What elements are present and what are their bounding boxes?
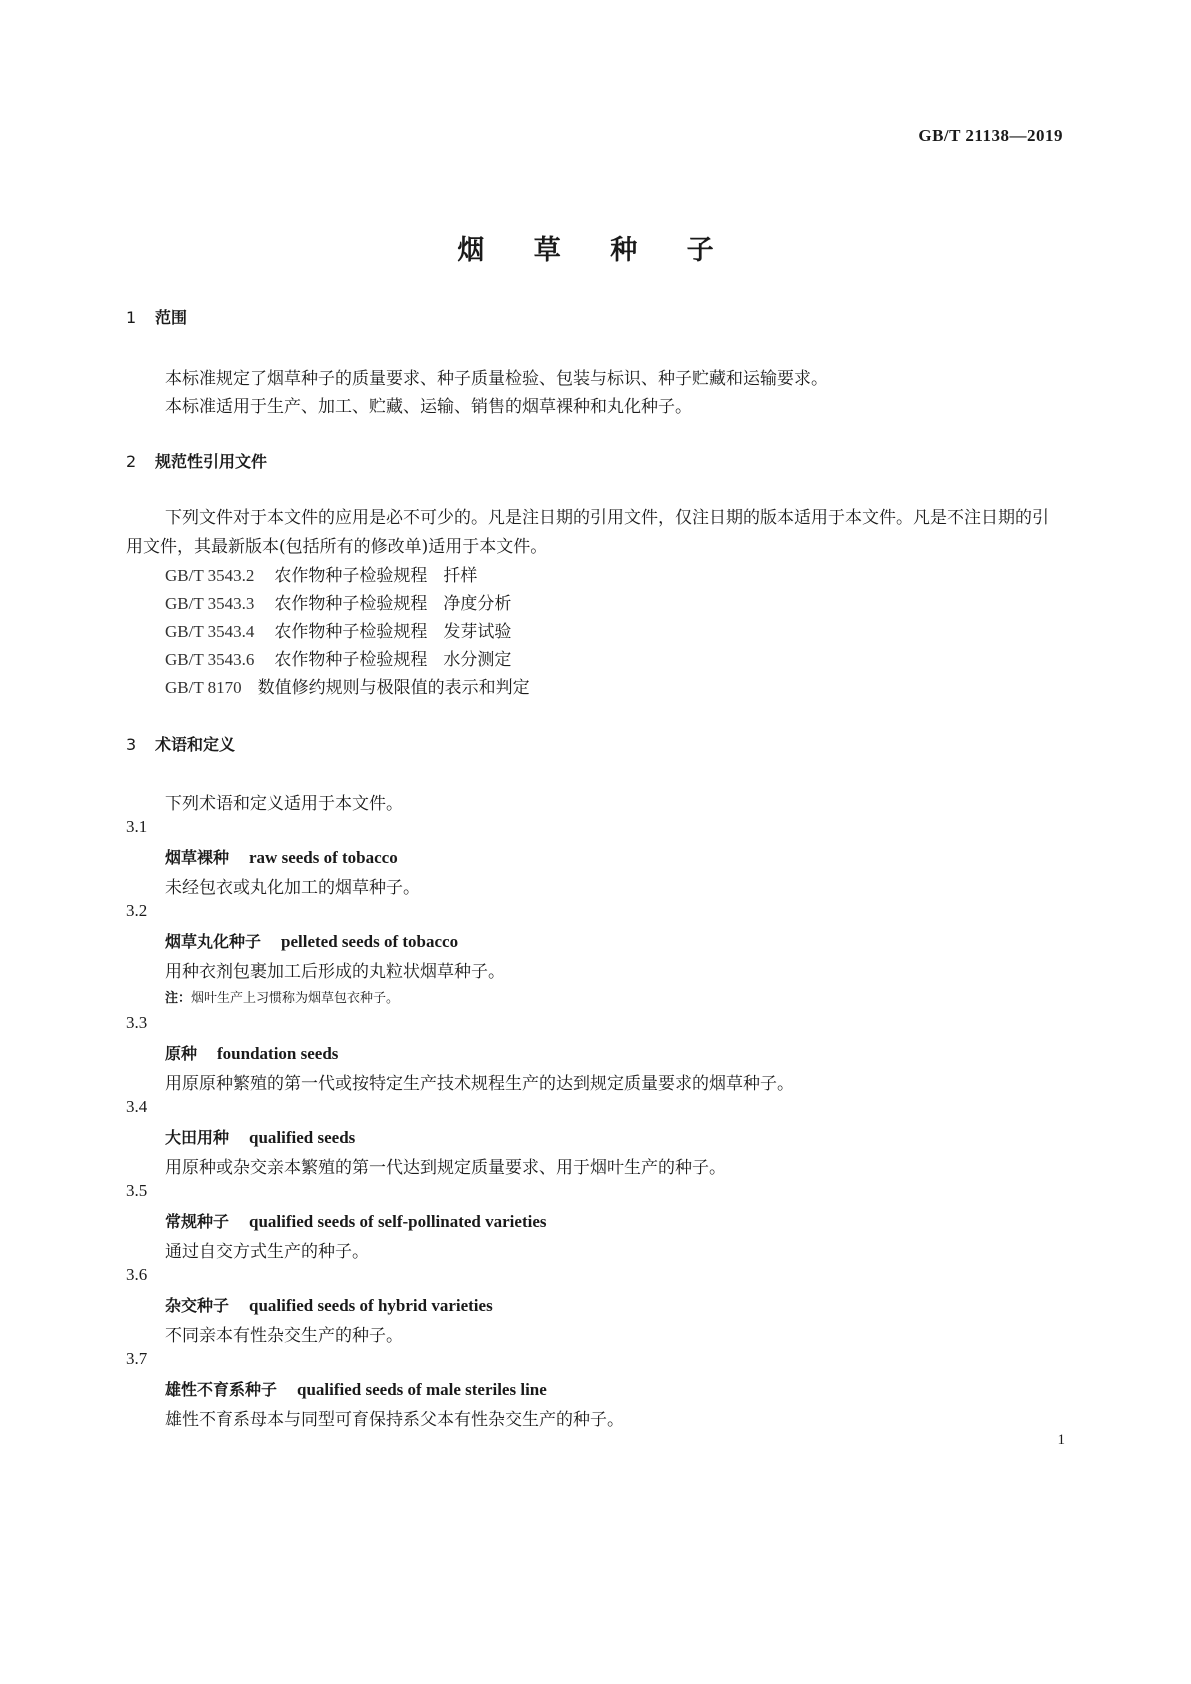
term-definition: 不同亲本有性杂交生产的种子。 (165, 1326, 403, 1346)
reference-code: GB/T 8170 (165, 678, 242, 697)
section-3-intro: 下列术语和定义适用于本文件。 (165, 794, 403, 814)
term-heading (165, 1125, 355, 1148)
reference-name: 农作物种子检验规程 (274, 566, 428, 586)
note-label: 注： (165, 991, 192, 1006)
standard-code: GB/T 21138—2019 (918, 126, 1063, 145)
term-zh: 烟草裸种 (165, 848, 230, 867)
note-text: 烟叶生产上习惯称为烟草包衣种子。 (191, 991, 400, 1006)
reference-item (165, 673, 530, 698)
reference-item (165, 589, 511, 614)
term-number: 3.5 (126, 1181, 148, 1200)
term-zh: 烟草丸化种子 (165, 932, 262, 951)
term-number: 3.6 (126, 1265, 148, 1284)
term-heading (165, 1293, 493, 1316)
term-number: 3.3 (126, 1013, 148, 1032)
reference-topic: 净度分析 (443, 594, 512, 614)
section-2-intro: 下列文件对于本文件的应用是必不可少的。凡是注日期的引用文件，仅注日期的版本适用于本文件。凡是不注日期的引用文件，其最新版本(包括所有的修改单)适用于本文件。 (126, 508, 1049, 557)
reference-code: GB/T 3543.4 (165, 622, 255, 641)
term-heading (165, 929, 458, 952)
reference-topic: 水分测定 (443, 650, 512, 670)
section-title: 范围 (155, 308, 188, 327)
reference-code: GB/T 3543.3 (165, 594, 255, 613)
term-heading (165, 1041, 338, 1064)
term-number: 3.7 (126, 1349, 148, 1368)
page-number: 1 (1057, 1432, 1065, 1448)
term-en: qualified seeds of male steriles line (297, 1380, 547, 1399)
reference-name: 农作物种子检验规程 (274, 594, 428, 614)
reference-name: 农作物种子检验规程 (274, 650, 428, 670)
term-heading (165, 1377, 547, 1400)
term-en: pelleted seeds of tobacco (281, 932, 459, 951)
section-1-para-2: 本标准适用于生产、加工、贮藏、运输、销售的烟草裸种和丸化种子。 (165, 397, 692, 417)
term-zh: 雄性不育系种子 (165, 1380, 278, 1399)
term-heading (165, 1209, 547, 1232)
term-en: qualified seeds of hybrid varieties (249, 1296, 493, 1315)
term-en: qualified seeds (249, 1128, 356, 1147)
term-zh: 大田用种 (165, 1128, 230, 1147)
term-en: foundation seeds (217, 1044, 339, 1063)
reference-item (165, 645, 511, 670)
term-zh: 杂交种子 (165, 1296, 230, 1315)
term-en: qualified seeds of self-pollinated varieties (249, 1212, 547, 1231)
section-2-heading (126, 449, 267, 472)
section-title: 规范性引用文件 (155, 452, 268, 471)
section-title: 术语和定义 (155, 735, 236, 754)
reference-code: GB/T 3543.6 (165, 650, 255, 669)
section-1-para-1: 本标准规定了烟草种子的质量要求、种子质量检验、包装与标识、种子贮藏和运输要求。 (165, 369, 828, 389)
reference-name: 数值修约规则与极限值的表示和判定 (257, 678, 530, 698)
section-number: 3 (126, 735, 137, 754)
term-definition: 雄性不育系母本与同型可育保持系父本有性杂交生产的种子。 (165, 1410, 624, 1430)
reference-item (165, 561, 477, 586)
reference-topic: 扦样 (443, 566, 478, 586)
term-number: 3.1 (126, 817, 148, 836)
term-zh: 原种 (165, 1044, 198, 1063)
term-definition: 用原种或杂交亲本繁殖的第一代达到规定质量要求、用于烟叶生产的种子。 (165, 1158, 726, 1178)
term-number: 3.2 (126, 901, 148, 920)
term-definition: 用种衣剂包裹加工后形成的丸粒状烟草种子。 (165, 962, 505, 982)
term-zh: 常规种子 (165, 1212, 230, 1231)
reference-item (165, 617, 511, 642)
section-number: 2 (126, 452, 137, 471)
term-en: raw seeds of tobacco (249, 848, 398, 867)
term-definition: 未经包衣或丸化加工的烟草种子。 (165, 878, 420, 898)
reference-code: GB/T 3543.2 (165, 566, 255, 585)
reference-name: 农作物种子检验规程 (274, 622, 428, 642)
section-number: 1 (126, 308, 137, 327)
term-number: 3.4 (126, 1097, 148, 1116)
term-note (165, 987, 399, 1006)
reference-topic: 发芽试验 (443, 622, 512, 642)
term-definition: 通过自交方式生产的种子。 (165, 1242, 369, 1262)
term-heading (165, 845, 398, 868)
section-1-heading (126, 305, 187, 328)
document-title: 烟 草 种 子 (457, 235, 734, 266)
section-3-heading (126, 732, 235, 755)
term-definition: 用原原种繁殖的第一代或按特定生产技术规程生产的达到规定质量要求的烟草种子。 (165, 1074, 794, 1094)
